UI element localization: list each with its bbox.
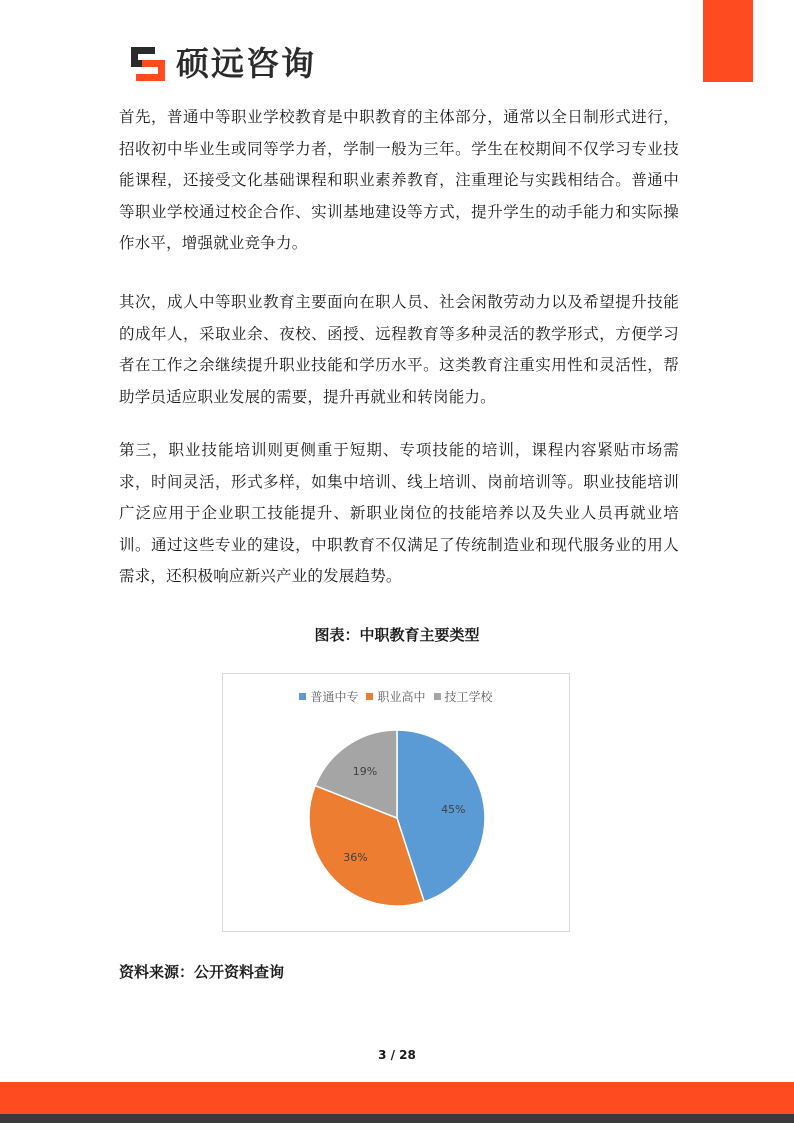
- pie-slice-label-1: 45%: [441, 803, 466, 817]
- brand-logo: [128, 44, 316, 84]
- paragraph-2: 其次，成人中等职业教育主要面向在职人员、社会闲散劳动力以及希望提升技能的成年人，采取业余、夜校、函授、远程教育等多种灵活的教学形式，方便学习者在工作之余继续提升职业技能和学历水平。这类教育注重实用性和灵活性，帮助学员适应职业发展的需要，提升再就业和转岗能力。: [119, 293, 679, 406]
- legend-label: 普通中专: [310, 690, 359, 704]
- page-number: 3 / 28: [378, 1048, 416, 1062]
- brand-logo-icon: [128, 44, 168, 84]
- legend-label: 职业高中: [377, 690, 426, 704]
- paragraph-1: 首先，普通中等职业学校教育是中职教育的主体部分，通常以全日制形式进行，招收初中毕业生或同等学力者，学制一般为三年。学生在校期间不仅学习专业技能课程，还接受文化基础课程和职业素养教育，注重理论与实践相结合。普通中等职业学校通过校企合作、实训基地建设等方式，提升学生的动手能力和实际操作水平，增强就业竞争力。: [119, 108, 679, 252]
- legend-label: 技工学校: [444, 690, 493, 704]
- source-note: 资料来源：公开资料查询: [119, 963, 285, 981]
- corner-accent-block: [703, 0, 753, 82]
- paragraph-3: 第三，职业技能培训则更侧重于短期、专项技能的培训，课程内容紧贴市场需求，时间灵活，形式多样，如集中培训、线上培训、岗前培训等。职业技能培训广泛应用于企业职工技能提升、新职业岗位的技能培养以及失业人员再就业培训。通过这些专业的建设，中职教育不仅满足了传统制造业和现代服务业的用人需求，还积极响应新兴产业的发展趋势。: [119, 441, 679, 585]
- chart-title: 图表：中职教育主要类型: [314, 626, 480, 644]
- pie-slice-label-3: 19%: [352, 764, 378, 778]
- brand-name: 硕远咨询: [176, 44, 316, 83]
- footer-dark-strip: [0, 1114, 794, 1123]
- pie-plot: [223, 674, 569, 931]
- pie-chart: [222, 673, 570, 932]
- pie-slice-label-2: 36%: [343, 851, 368, 865]
